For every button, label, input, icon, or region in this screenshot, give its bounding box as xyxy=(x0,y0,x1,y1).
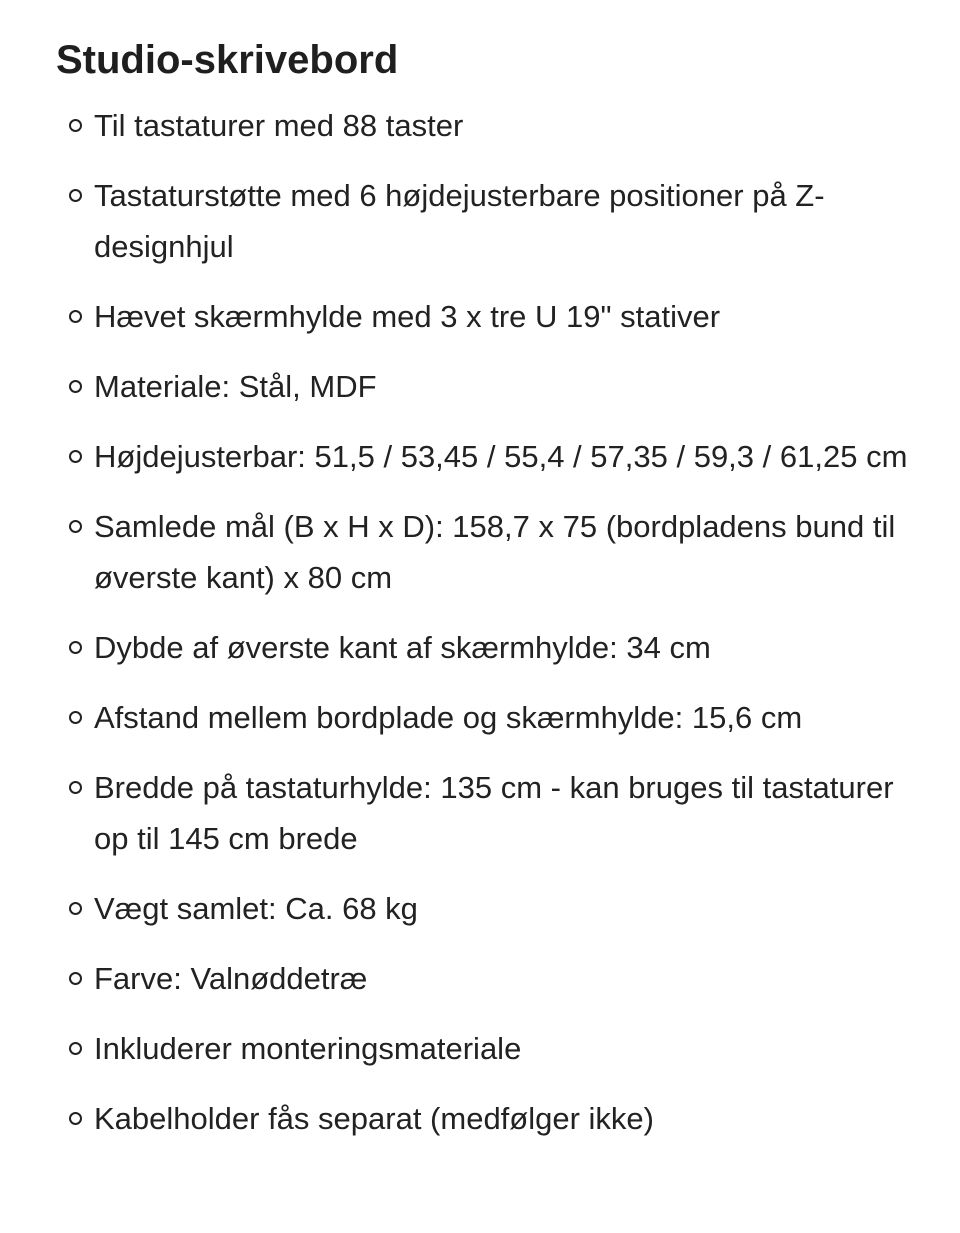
feature-text: Materiale: Stål, MDF xyxy=(94,369,377,404)
feature-text: Til tastaturer med 88 taster xyxy=(94,108,464,143)
feature-list-item xyxy=(56,622,916,673)
bullet-icon xyxy=(69,641,82,654)
feature-text: Afstand mellem bordplade og skærmhylde: 15,6 cm xyxy=(94,700,803,735)
product-section xyxy=(56,30,916,1163)
feature-list xyxy=(56,100,916,1144)
feature-list-item xyxy=(56,1093,916,1144)
feature-text: Dybde af øverste kant af skærmhylde: 34 cm xyxy=(94,630,711,665)
feature-text: Tastaturstøtte med 6 højdejusterbare positioner på Z-designhjul xyxy=(94,178,825,264)
feature-text: Kabelholder fås separat (medfølger ikke) xyxy=(94,1101,654,1136)
bullet-icon xyxy=(69,1112,82,1125)
feature-text: Farve: Valnøddetræ xyxy=(94,961,368,996)
feature-list-item xyxy=(56,762,916,864)
feature-text: Samlede mål (B x H x D): 158,7 x 75 (bordpladens bund til øverste kant) x 80 cm xyxy=(94,509,896,595)
bullet-icon xyxy=(69,711,82,724)
feature-list-item xyxy=(56,100,916,151)
bullet-icon xyxy=(69,189,82,202)
feature-list-item xyxy=(56,361,916,412)
section-title: Studio-skrivebord xyxy=(56,38,399,82)
feature-list-item xyxy=(56,170,916,272)
bullet-icon xyxy=(69,520,82,533)
bullet-icon xyxy=(69,972,82,985)
feature-list-item xyxy=(56,883,916,934)
feature-list-item xyxy=(56,1023,916,1074)
feature-list-item xyxy=(56,692,916,743)
feature-text: Inkluderer monteringsmateriale xyxy=(94,1031,522,1066)
bullet-icon xyxy=(69,310,82,323)
bullet-icon xyxy=(69,902,82,915)
feature-text: Vægt samlet: Ca. 68 kg xyxy=(94,891,418,926)
feature-text: Hævet skærmhylde med 3 x tre U 19" stativer xyxy=(94,299,721,334)
bullet-icon xyxy=(69,380,82,393)
feature-text: Bredde på tastaturhylde: 135 cm - kan bruges til tastaturer op til 145 cm brede xyxy=(94,770,894,856)
bullet-icon xyxy=(69,781,82,794)
bullet-icon xyxy=(69,1042,82,1055)
bullet-icon xyxy=(69,119,82,132)
feature-list-item xyxy=(56,291,916,342)
feature-list-item xyxy=(56,953,916,1004)
feature-list-item xyxy=(56,501,916,603)
bullet-icon xyxy=(69,450,82,463)
feature-list-item xyxy=(56,431,916,482)
feature-text: Højdejusterbar: 51,5 / 53,45 / 55,4 / 57,35 / 59,3 / 61,25 cm xyxy=(94,439,908,474)
